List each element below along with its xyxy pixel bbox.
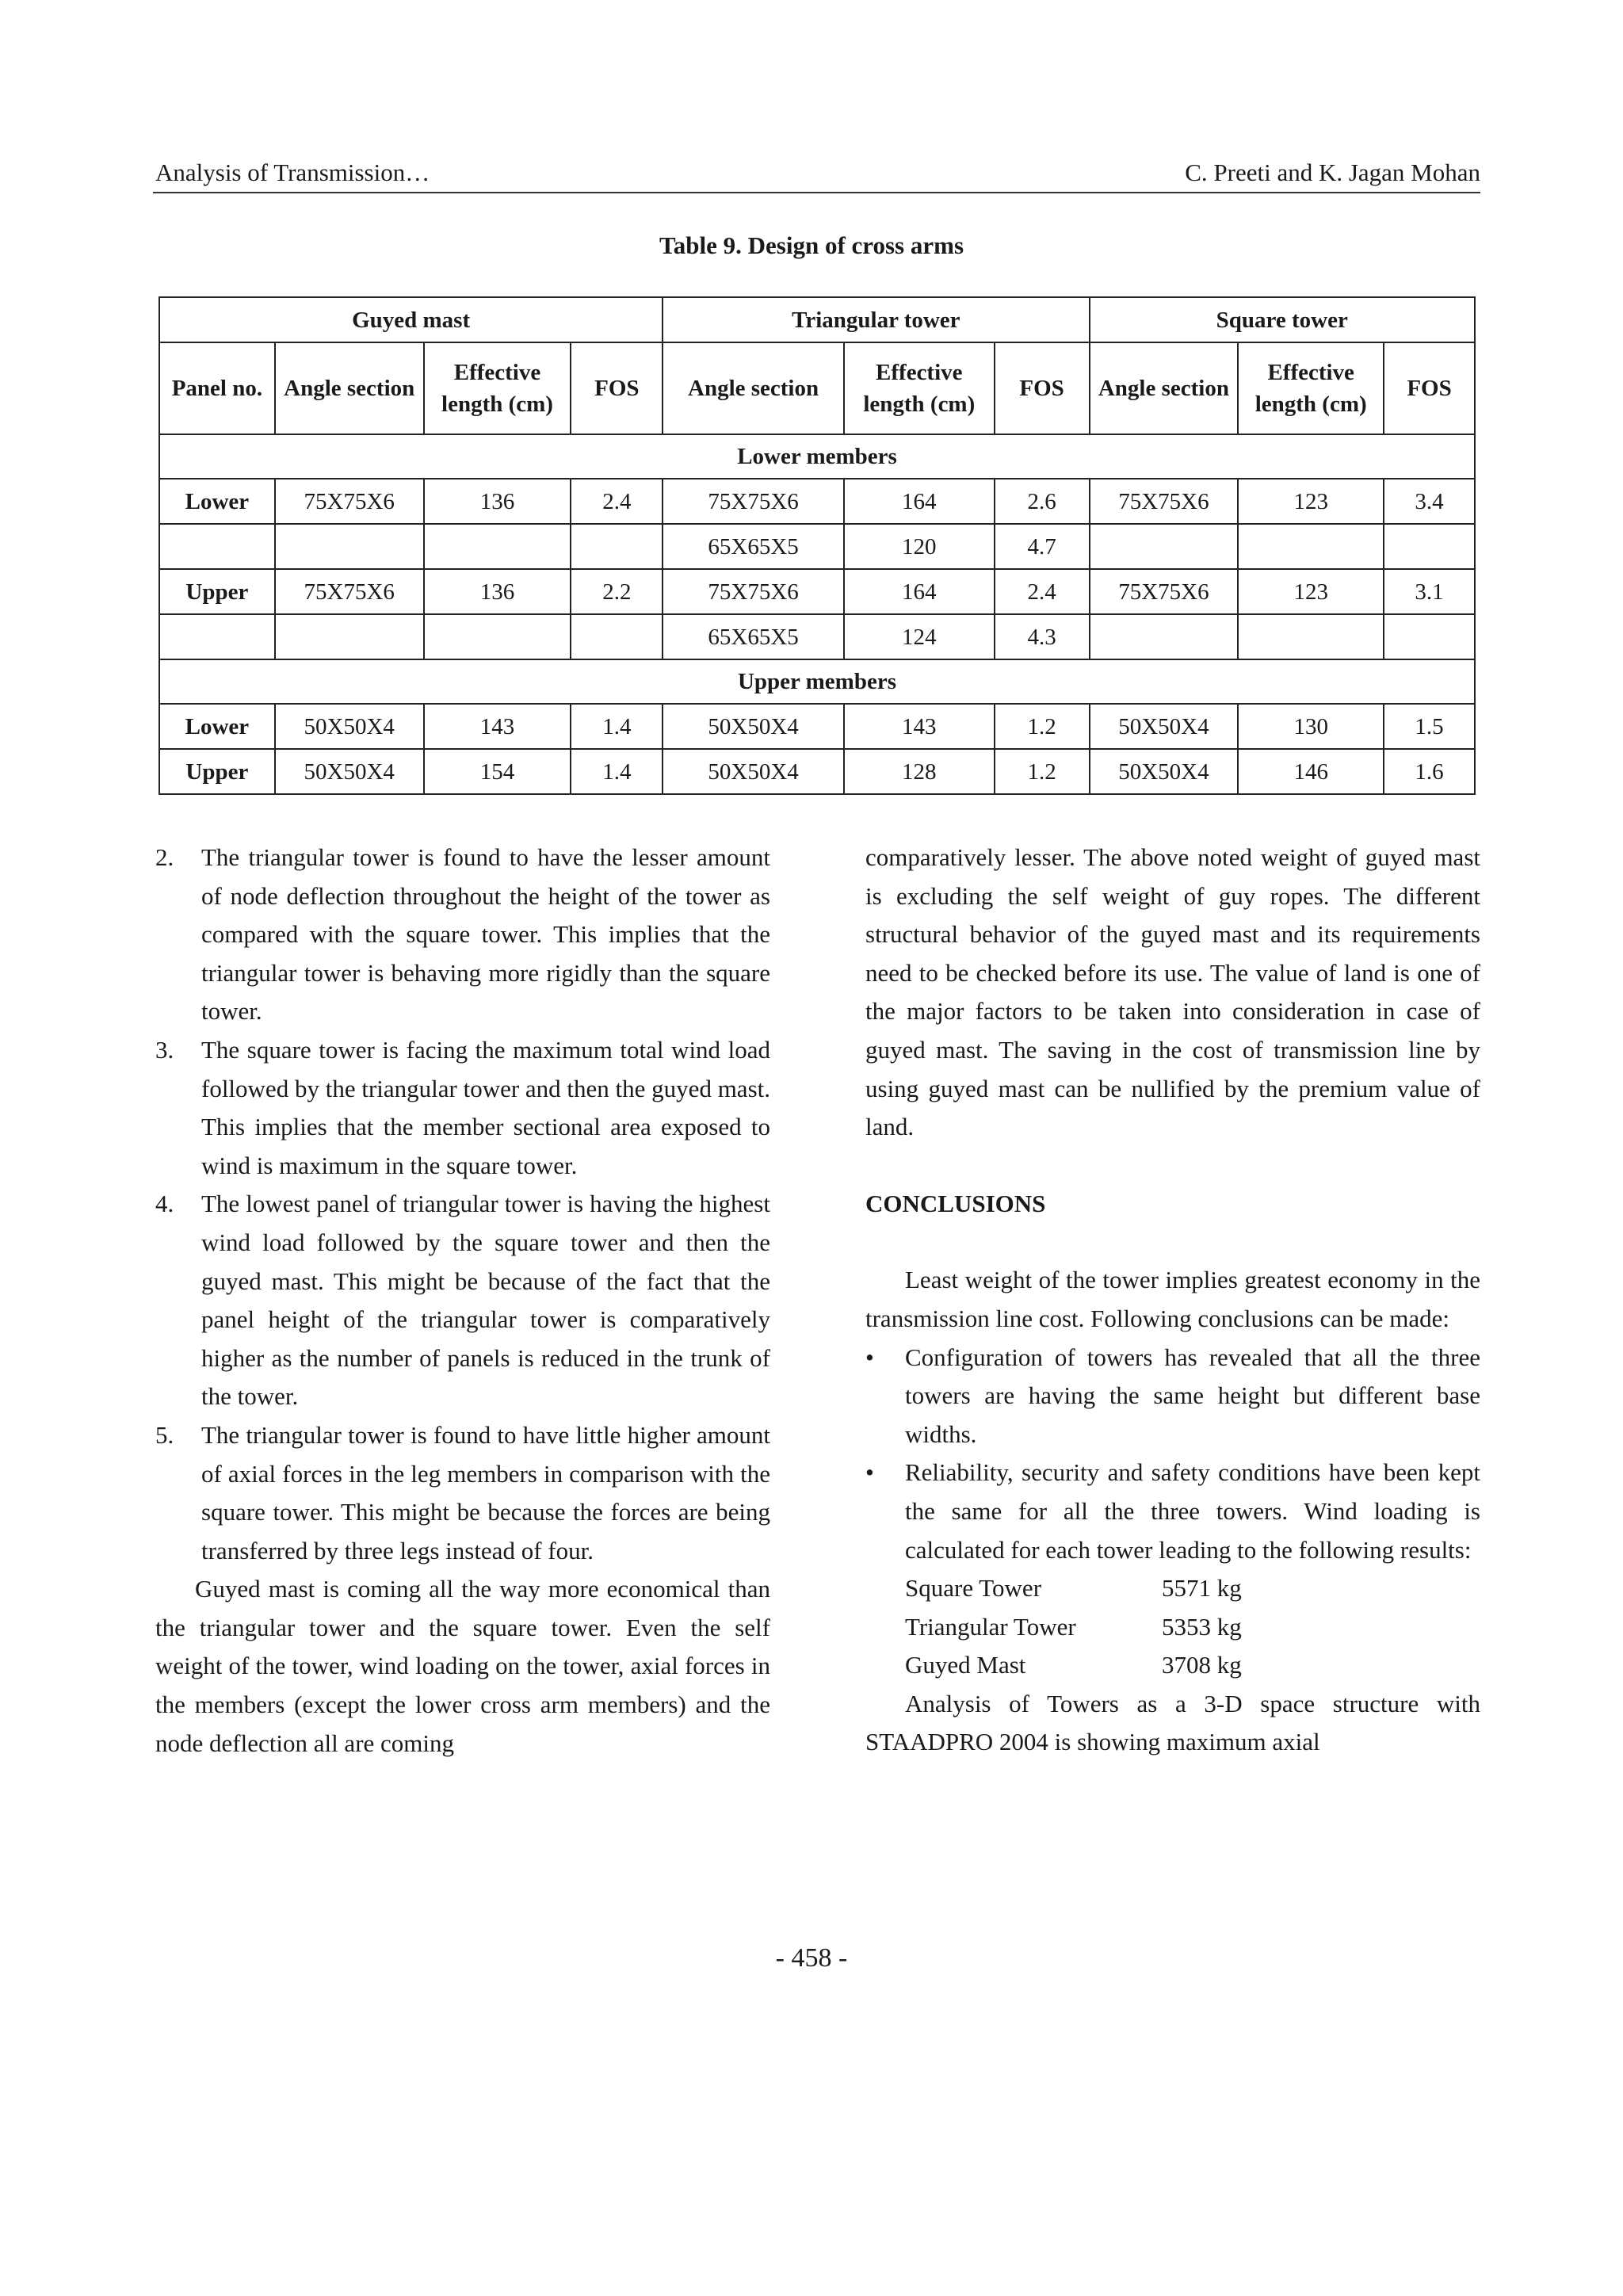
weight-label: Guyed Mast (905, 1651, 1026, 1679)
table-cell: 2.6 (995, 479, 1090, 524)
col-guyed-angle: Angle section (275, 342, 424, 434)
table-cell: 2.4 (995, 569, 1090, 614)
panel-cell (159, 524, 275, 569)
table-row (159, 524, 1475, 569)
table-cell (275, 614, 424, 659)
table-cell (1238, 614, 1384, 659)
table-cell (1090, 524, 1239, 569)
list-text: The triangular tower is found to have the lesser amount of node deflection throughout the height of the tower as compared with the square tower. This implies that the triangular tower is behaving more rigidly than the square tower. (201, 843, 770, 1026)
header-title: Analysis of Transmission… (155, 159, 430, 186)
list-number: 3. (155, 1035, 174, 1064)
column-header-row (159, 342, 1475, 434)
list-item (155, 839, 770, 1031)
group-guyed-mast: Guyed mast (159, 297, 663, 342)
bullet-text: Reliability, security and safety conditions have been kept the same for all the three towers. Wind loading is calculated for each tower leading to the following results: (905, 1458, 1480, 1564)
table-cell: 75X75X6 (1090, 479, 1239, 524)
continuation-paragraph: comparatively lesser. The above noted weight of guyed mast is excluding the self weight of guy ropes. The different structural behavior of the guyed mast and its requirements need to be checked before its use. The value of land is one of the major factors to be taken into consideration in case of guyed mast. The saving in the cost of transmission line by using guyed mast can be nullified by the premium value of land. (865, 843, 1480, 1141)
table-cell: 123 (1238, 569, 1384, 614)
table-row (159, 614, 1475, 659)
table-cell (571, 524, 663, 569)
bullet-icon: • (865, 1343, 874, 1371)
table-cell (275, 524, 424, 569)
table-cell: 4.7 (995, 524, 1090, 569)
table-cell: 123 (1238, 479, 1384, 524)
section-upper-members: Upper members (159, 659, 1475, 704)
col-guyed-eff: Effective length (cm) (424, 342, 571, 434)
table-cell: 130 (1238, 704, 1384, 749)
col-guyed-fos: FOS (571, 342, 663, 434)
upper-members-body (159, 704, 1475, 794)
page-number: - 458 - (775, 1943, 848, 1973)
section-lower-members: Lower members (159, 434, 1475, 479)
weight-value: 5571 kg (1162, 1574, 1242, 1603)
table-cell: 136 (424, 479, 571, 524)
table-cell: 1.4 (571, 704, 663, 749)
weight-value: 5353 kg (1162, 1612, 1242, 1641)
weight-label: Triangular Tower (905, 1612, 1076, 1641)
group-triangular-tower: Triangular tower (663, 297, 1089, 342)
table-cell: 3.4 (1384, 479, 1475, 524)
table-cell: 65X65X5 (663, 524, 844, 569)
group-square-tower: Square tower (1090, 297, 1476, 342)
list-text: The triangular tower is found to have little higher amount of axial forces in the leg members in comparison with the square tower. This might be because the forces are being transferred by three legs instead of four. (201, 1420, 770, 1564)
panel-cell (159, 614, 275, 659)
table-cell (1238, 524, 1384, 569)
table-cell: 1.6 (1384, 749, 1475, 794)
group-header-row (159, 297, 1475, 342)
table-cell (571, 614, 663, 659)
col-sq-eff: Effective length (cm) (1238, 342, 1384, 434)
table-cell: 154 (424, 749, 571, 794)
table-cell (1384, 524, 1475, 569)
table-cell: 50X50X4 (663, 704, 844, 749)
table-row (159, 569, 1475, 614)
panel-cell: Upper (159, 749, 275, 794)
table-cell (424, 614, 571, 659)
table-cell: 50X50X4 (275, 704, 424, 749)
table-cell: 120 (844, 524, 995, 569)
bullet-item (865, 1339, 1480, 1454)
list-number: 4. (155, 1190, 174, 1218)
table-cell (1384, 614, 1475, 659)
table-cell: 1.5 (1384, 704, 1475, 749)
table-cell: 50X50X4 (663, 749, 844, 794)
bullet-list (865, 1339, 1480, 1570)
col-tri-eff: Effective length (cm) (844, 342, 995, 434)
table-row (159, 704, 1475, 749)
table-row (159, 479, 1475, 524)
panel-cell: Lower (159, 479, 275, 524)
table-cell: 164 (844, 479, 995, 524)
conclusions-heading: CONCLUSIONS (865, 1189, 1046, 1217)
lower-members-body (159, 479, 1475, 659)
table-cell: 1.2 (995, 749, 1090, 794)
bullet-item (865, 1454, 1480, 1569)
table-cell: 50X50X4 (275, 749, 424, 794)
table-cell: 50X50X4 (1090, 749, 1239, 794)
table-cell: 164 (844, 569, 995, 614)
bullet-icon: • (865, 1458, 874, 1487)
col-tri-fos: FOS (995, 342, 1090, 434)
list-item (155, 1185, 770, 1416)
table-cell: 1.2 (995, 704, 1090, 749)
table-cell: 136 (424, 569, 571, 614)
table-cell: 143 (424, 704, 571, 749)
final-paragraph: Analysis of Towers as a 3-D space structure with STAADPRO 2004 is showing maximum axial (865, 1689, 1480, 1756)
list-item (155, 1031, 770, 1185)
list-text: The lowest panel of triangular tower is having the highest wind load followed by the square tower and then the guyed mast. This might be because of the fact that the panel height of the triangular tower is comparatively higher as the number of panels is reduced in the trunk of the tower. (201, 1190, 770, 1411)
table-cell: 124 (844, 614, 995, 659)
left-column (155, 839, 770, 1763)
col-sq-angle: Angle section (1090, 342, 1239, 434)
table-cell: 75X75X6 (275, 479, 424, 524)
table-cell (424, 524, 571, 569)
list-number: 2. (155, 843, 174, 871)
table-cell: 65X65X5 (663, 614, 844, 659)
table-cell: 128 (844, 749, 995, 794)
table-cell: 4.3 (995, 614, 1090, 659)
right-column (865, 839, 1480, 1762)
conclusions-intro: Least weight of the tower implies greatest economy in the transmission line cost. Following conclusions can be made: (865, 1266, 1480, 1332)
panel-cell: Lower (159, 704, 275, 749)
panel-cell: Upper (159, 569, 275, 614)
table-cell: 3.1 (1384, 569, 1475, 614)
bullet-text: Configuration of towers has revealed that all the three towers are having the same height but different base widths. (905, 1343, 1480, 1448)
table-cell: 2.4 (571, 479, 663, 524)
header-authors: C. Preeti and K. Jagan Mohan (1185, 159, 1480, 186)
numbered-list (155, 839, 770, 1570)
table-caption: Table 9. Design of cross arms (659, 231, 964, 259)
col-tri-angle: Angle section (663, 342, 844, 434)
cross-arms-table (158, 296, 1476, 795)
table-cell: 143 (844, 704, 995, 749)
list-item (155, 1416, 770, 1570)
left-paragraph: Guyed mast is coming all the way more economical than the triangular tower and the square tower. Even the self weight of the tower, wind loading on the tower, axial forces in the members (except the lower cross arm members) and the node deflection all are coming (155, 1575, 770, 1757)
list-text: The square tower is facing the maximum total wind load followed by the triangular tower and then the guyed mast. This implies that the member sectional area exposed to wind is maximum in the square tower. (201, 1035, 770, 1179)
col-sq-fos: FOS (1384, 342, 1475, 434)
table-cell: 1.4 (571, 749, 663, 794)
weight-value: 3708 kg (1162, 1651, 1242, 1679)
section-row-lower (159, 434, 1475, 479)
table-cell: 75X75X6 (663, 569, 844, 614)
table-cell: 2.2 (571, 569, 663, 614)
col-panel-no: Panel no. (159, 342, 275, 434)
table-cell: 146 (1238, 749, 1384, 794)
table-cell: 50X50X4 (1090, 704, 1239, 749)
weights-list (905, 1569, 1480, 1685)
running-header (153, 157, 1480, 193)
table-cell: 75X75X6 (663, 479, 844, 524)
table-row (159, 749, 1475, 794)
table-cell (1090, 614, 1239, 659)
weight-label: Square Tower (905, 1574, 1042, 1603)
table-cell: 75X75X6 (275, 569, 424, 614)
table-cell: 75X75X6 (1090, 569, 1239, 614)
section-row-upper (159, 659, 1475, 704)
list-number: 5. (155, 1420, 174, 1449)
